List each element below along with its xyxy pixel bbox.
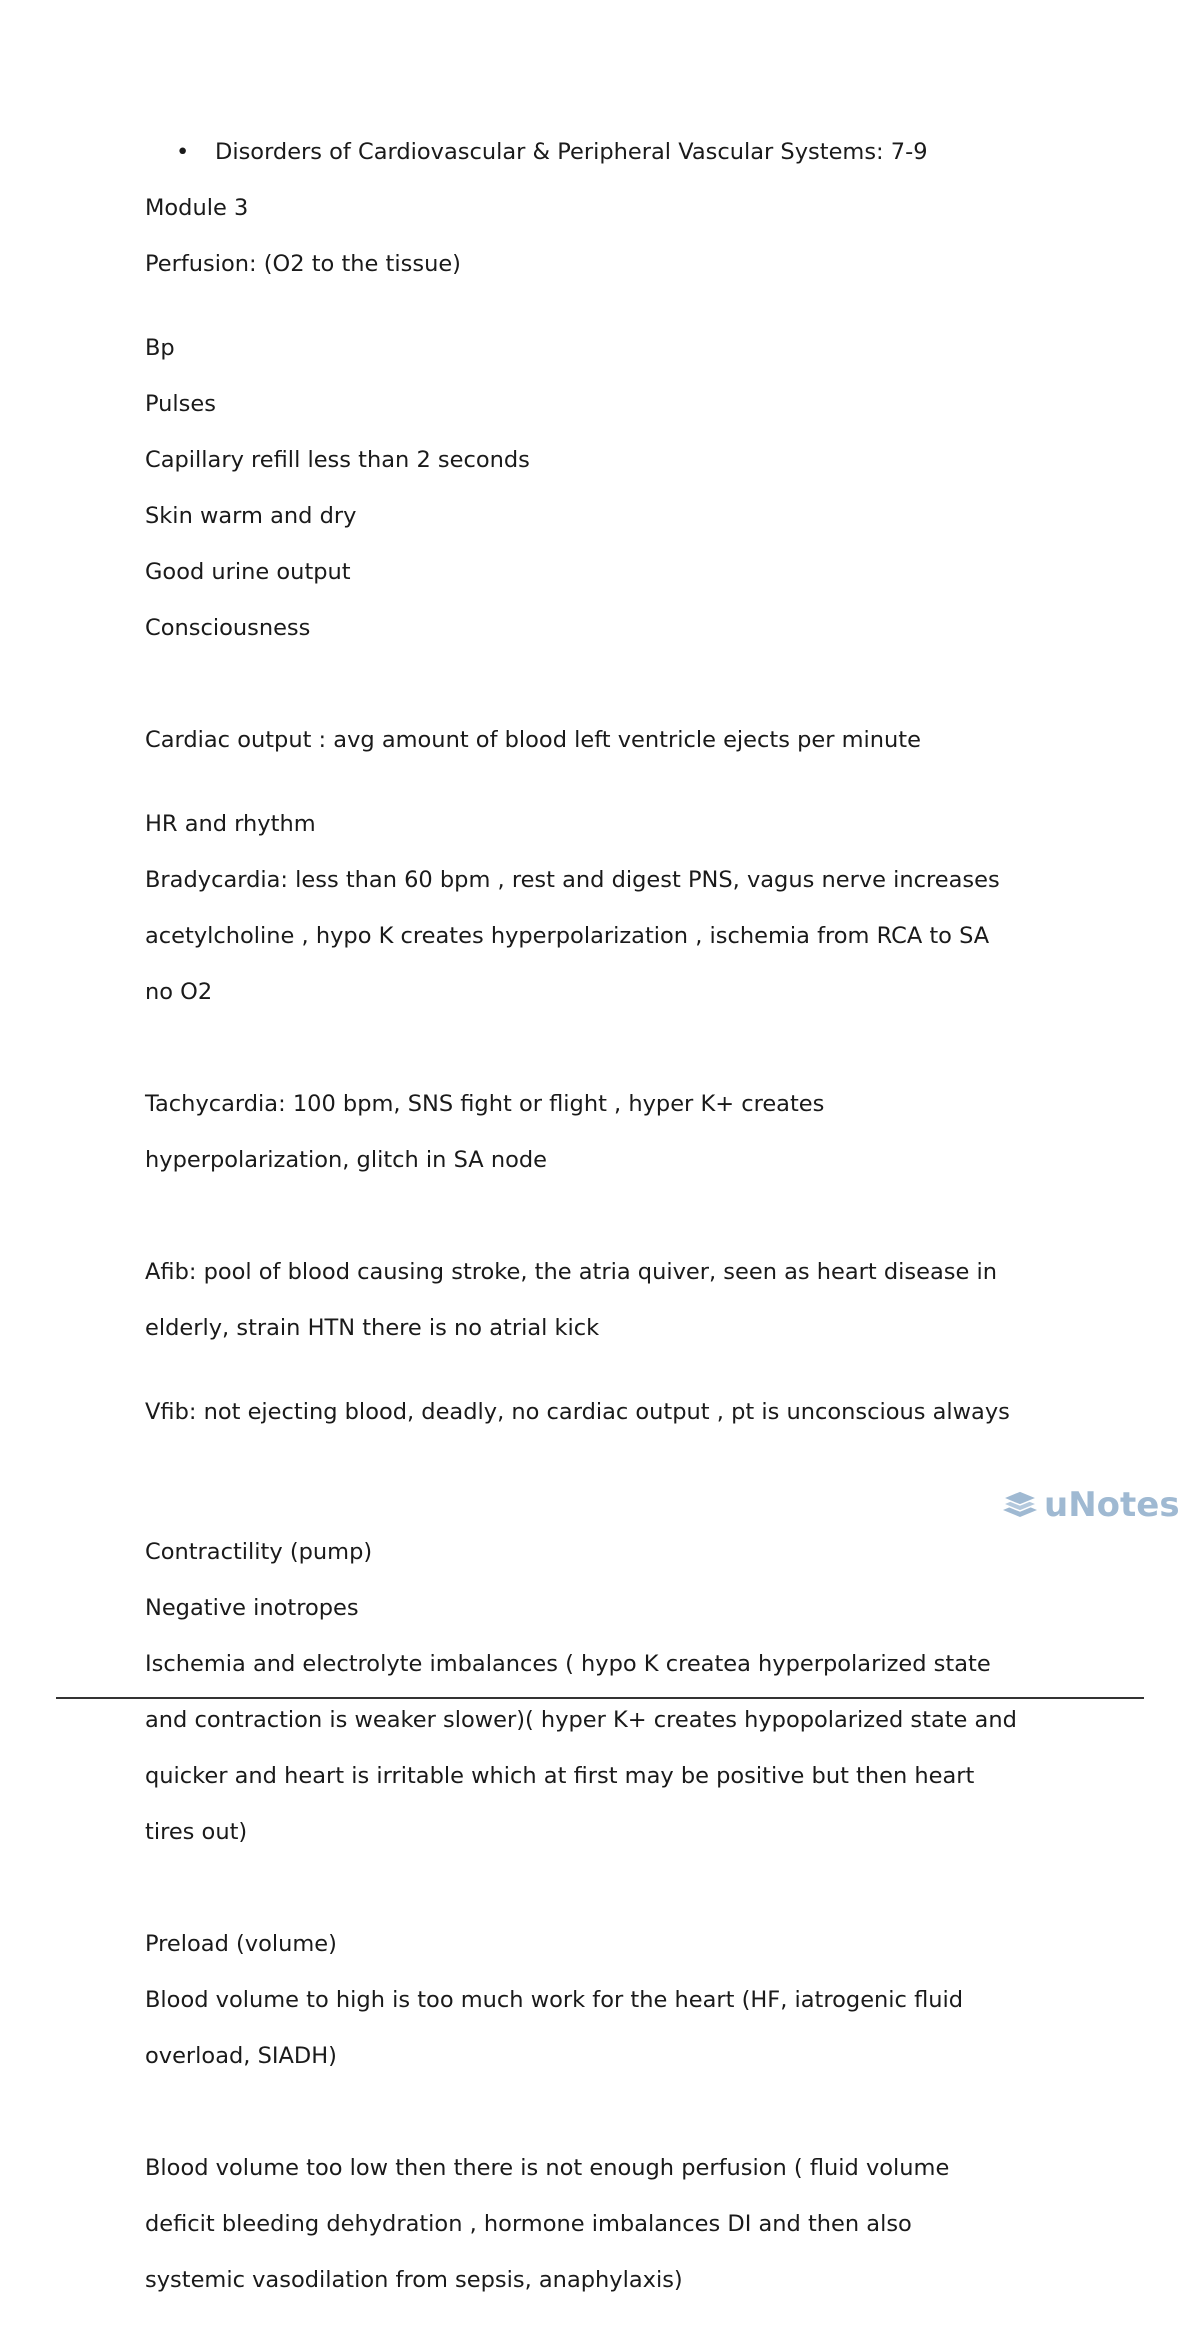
vfib-paragraph: Vfib: not ejecting blood, deadly, no cardiac output , pt is unconscious always xyxy=(145,1399,1010,1425)
cardiac-output-definition: Cardiac output : avg amount of blood left ventricle ejects per minute xyxy=(145,727,921,753)
contractility-line: Negative inotropes xyxy=(145,1595,359,1621)
perfusion-item: Skin warm and dry xyxy=(145,503,357,529)
bradycardia-line: acetylcholine , hypo K creates hyperpolarization , ischemia from RCA to SA xyxy=(145,923,990,949)
contractility-section xyxy=(145,1510,1095,1874)
bullet-dot-icon: • xyxy=(176,139,190,165)
perfusion-heading: Perfusion: (O2 to the tissue) xyxy=(145,251,461,277)
preload-line: Blood volume to high is too much work for the heart (HF, iatrogenic fluid xyxy=(145,1987,964,2013)
book-stack-icon xyxy=(1000,1490,1040,1520)
bradycardia-line: no O2 xyxy=(145,979,213,1005)
logo-text: uNotes xyxy=(1044,1485,1180,1525)
contractility-line: tires out) xyxy=(145,1819,248,1845)
perfusion-item: Bp xyxy=(145,335,175,361)
preload-section xyxy=(145,1902,1095,2098)
low-volume-line: Blood volume too low then there is not enough perfusion ( fluid volume xyxy=(145,2155,950,2181)
afib-paragraph xyxy=(145,1230,1095,1370)
afib-line: elderly, strain HTN there is no atrial kick xyxy=(145,1315,600,1341)
tachycardia-line: Tachycardia: 100 bpm, SNS fight or flight , hyper K+ creates xyxy=(145,1091,825,1117)
bullet-item xyxy=(145,138,1095,166)
perfusion-item: Capillary refill less than 2 seconds xyxy=(145,447,530,473)
hr-rhythm-section xyxy=(145,782,1095,1034)
low-volume-line: systemic vasodilation from sepsis, anaphylaxis) xyxy=(145,2267,683,2293)
preload-heading: Preload (volume) xyxy=(145,1931,337,1957)
afib-line: Afib: pool of blood causing stroke, the atria quiver, seen as heart disease in xyxy=(145,1259,998,1285)
contractility-line: and contraction is weaker slower)( hyper K+ creates hypopolarized state and xyxy=(145,1707,1017,1733)
perfusion-list xyxy=(145,306,1095,670)
module-label: Module 3 xyxy=(145,195,249,221)
tachycardia-line: hyperpolarization, glitch in SA node xyxy=(145,1147,547,1173)
document-body xyxy=(145,138,1095,2350)
preload-line: overload, SIADH) xyxy=(145,2043,337,2069)
bullet-text: Disorders of Cardiovascular & Peripheral Vascular Systems: 7-9 xyxy=(215,139,928,165)
unotes-logo xyxy=(1000,1485,1180,1525)
low-volume-line: deficit bleeding dehydration , hormone imbalances DI and then also xyxy=(145,2211,912,2237)
contractility-heading: Contractility (pump) xyxy=(145,1539,373,1565)
contractility-line: quicker and heart is irritable which at first may be positive but then heart xyxy=(145,1763,975,1789)
perfusion-item: Good urine output xyxy=(145,559,351,585)
contractility-line: Ischemia and electrolyte imbalances ( hypo K createa hyperpolarized state xyxy=(145,1651,991,1677)
footer-divider xyxy=(56,1697,1144,1699)
hr-rhythm-heading: HR and rhythm xyxy=(145,811,316,837)
perfusion-item: Consciousness xyxy=(145,615,311,641)
bradycardia-line: Bradycardia: less than 60 bpm , rest and digest PNS, vagus nerve increases xyxy=(145,867,1000,893)
tachycardia-paragraph xyxy=(145,1062,1095,1202)
perfusion-item: Pulses xyxy=(145,391,216,417)
low-blood-volume-paragraph xyxy=(145,2126,1095,2322)
